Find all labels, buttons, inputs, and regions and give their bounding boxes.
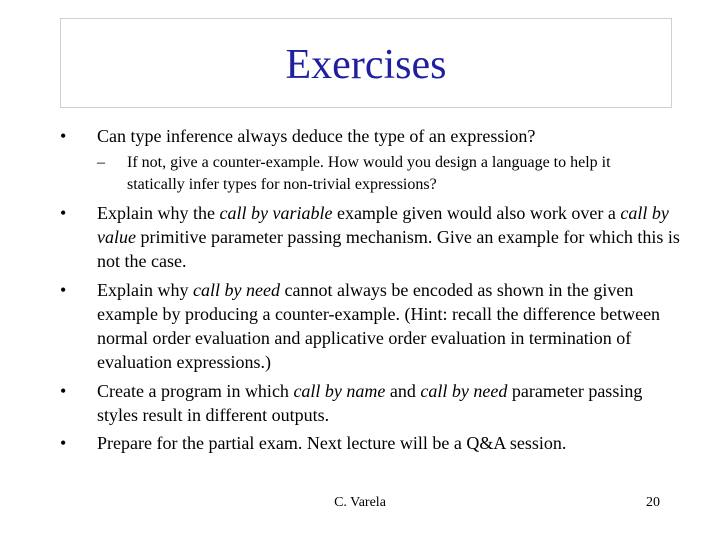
exercise-2-text-b: example given would also work over a [332, 203, 621, 223]
dash-icon: – [97, 154, 105, 171]
exercise-4-em-1: call by name [293, 381, 386, 401]
bullet-icon: • [60, 381, 67, 401]
exercise-1-text: Can type inference always deduce the type of an expression? [97, 126, 536, 146]
footer-author: C. Varela [334, 495, 386, 510]
bullet-icon: • [60, 280, 67, 300]
exercise-4-em-2: call by need [420, 381, 508, 401]
title-box [60, 18, 672, 108]
page-number: 20 [646, 495, 660, 510]
exercise-3-em-1: call by need [193, 280, 280, 300]
slide-title: Exercises [285, 42, 447, 88]
exercise-1-subitem: If not, give a counter-example. How would you design a language to help it statically infer types for non-trivial expressions? [127, 154, 611, 193]
exercise-5-text: Prepare for the partial exam. Next lecture will be a Q&A session. [97, 433, 567, 453]
exercise-item-5 [97, 431, 687, 455]
exercise-4-text-a: Create a program in which [97, 381, 294, 401]
exercise-3-text-b: cannot always be encoded as shown in the given example by producing a counter-example. (Hint: recall the difference between normal order evaluation and applicative order evaluation in termination of evaluation expressions.) [97, 280, 661, 372]
exercise-4-text-b: and [385, 381, 421, 401]
exercise-item-1 [97, 124, 687, 148]
exercise-item-3 [97, 278, 687, 374]
exercise-2-em-1: call by variable [219, 203, 333, 223]
exercise-item-2 [97, 201, 687, 273]
exercise-2-em-2: call by value [97, 203, 669, 247]
bullet-icon: • [60, 203, 67, 223]
bullet-icon: • [60, 433, 67, 453]
exercise-3-text-a: Explain why [97, 280, 193, 300]
exercise-4-text-c: parameter passing styles result in different outputs. [97, 381, 643, 425]
exercise-item-4 [97, 379, 687, 427]
bullet-icon: • [60, 126, 67, 146]
exercise-2-text-a: Explain why the [97, 203, 220, 223]
exercise-2-text-c: primitive parameter passing mechanism. Give an example for which this is not the case. [97, 227, 680, 271]
